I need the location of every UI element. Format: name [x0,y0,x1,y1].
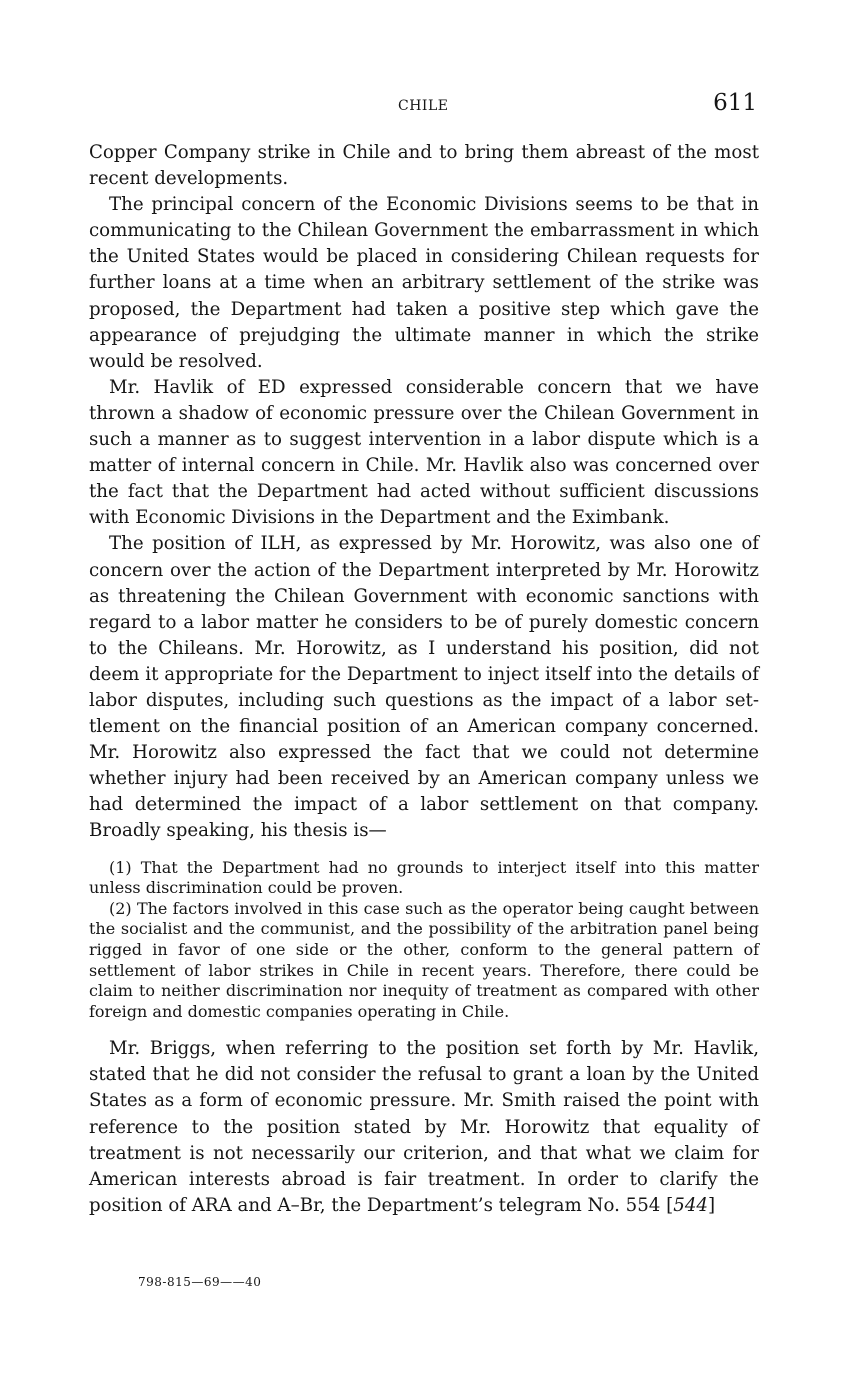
body-text [89,140,759,1219]
print-code: 798-815—69——40 [138,1275,262,1289]
page-number: 611 [713,90,757,116]
bracketed-correction: 544 [673,1194,708,1216]
running-head: CHILE [398,98,449,114]
paragraph-havlik: Mr. Havlik of ED expressed considerable concern that we have thrown a shadow of economic pressure over the Chilean Government in such a manner as to suggest intervention in a labor dispute which is a matter of internal concern in Chile. Mr. Havlik also was concerned over the fact that the Department had acted without sufficient discussions with Economic Divisions in the Department and the Eximbank. [89,376,759,529]
paragraph-continued: Copper Company strike in Chile and to bring them abreast of the most recent developments. [89,142,759,190]
closing-bracket: ] [707,1194,716,1216]
page-header [0,90,850,126]
paragraph-briggs-text: Mr. Briggs, when referring to the position set forth by Mr. Havlik, stated that he did not consider the refusal to grant a loan by the United States as a form of economic pressure. Mr. Smith raised the point with reference to the position stated by Mr. Horowitz that equality of treatment is not necessarily our criterion, and that what we claim for American interests abroad is fair treatment. In order to clarify the position of ARA and A–Br, the Department’s telegram No. 554 [ [89,1038,759,1216]
numbered-points [89,858,759,1023]
numbered-point-1: (1) That the Department had no grounds to interject itself into this matter unless discrimination could be proven. [89,857,759,898]
paragraph-economic-divisions: The principal concern of the Economic Divisions seems to be that in communicating to the Chilean Government the embarrassment in which the United States would be placed in considering Chilean requests for further loans at a time when an arbitrary settlement of the strike was proposed, the Department had taken a positive step which gave the appearance of prejudging the ultimate manner in which the strike would be resolved. [89,194,759,372]
paragraph-briggs [89,1036,759,1219]
paragraph-ilh-horowitz: The position of ILH, as expressed by Mr. Horowitz, was also one of concern over the action of the Department interpreted by Mr. Horowitz as threatening the Chilean Government with economic sanctions with regard to a labor matter he considers to be of purely domestic concern to the Chileans. Mr. Horowitz, as I understand his position, did not deem it appropriate for the Department to inject itself into the details of labor disputes, including such questions as the impact of a labor settlement on the financial position of an American company concerned. Mr. Horowitz also expressed the fact that we could not determine whether injury had been received by an American company unless we had determined the impact of a labor settlement on that company. Broadly speaking, his thesis is— [89,533,759,842]
numbered-point-2: (2) The factors involved in this case such as the operator being caught between the socialist and the communist, and the possibility of the arbitration panel being rigged in favor of one side or the other, conform to the general pattern of settlement of labor strikes in Chile in recent years. Therefore, there could be claim to neither discrimination nor inequity of treatment as compared with other foreign and domestic companies operating in Chile. [89,898,759,1021]
